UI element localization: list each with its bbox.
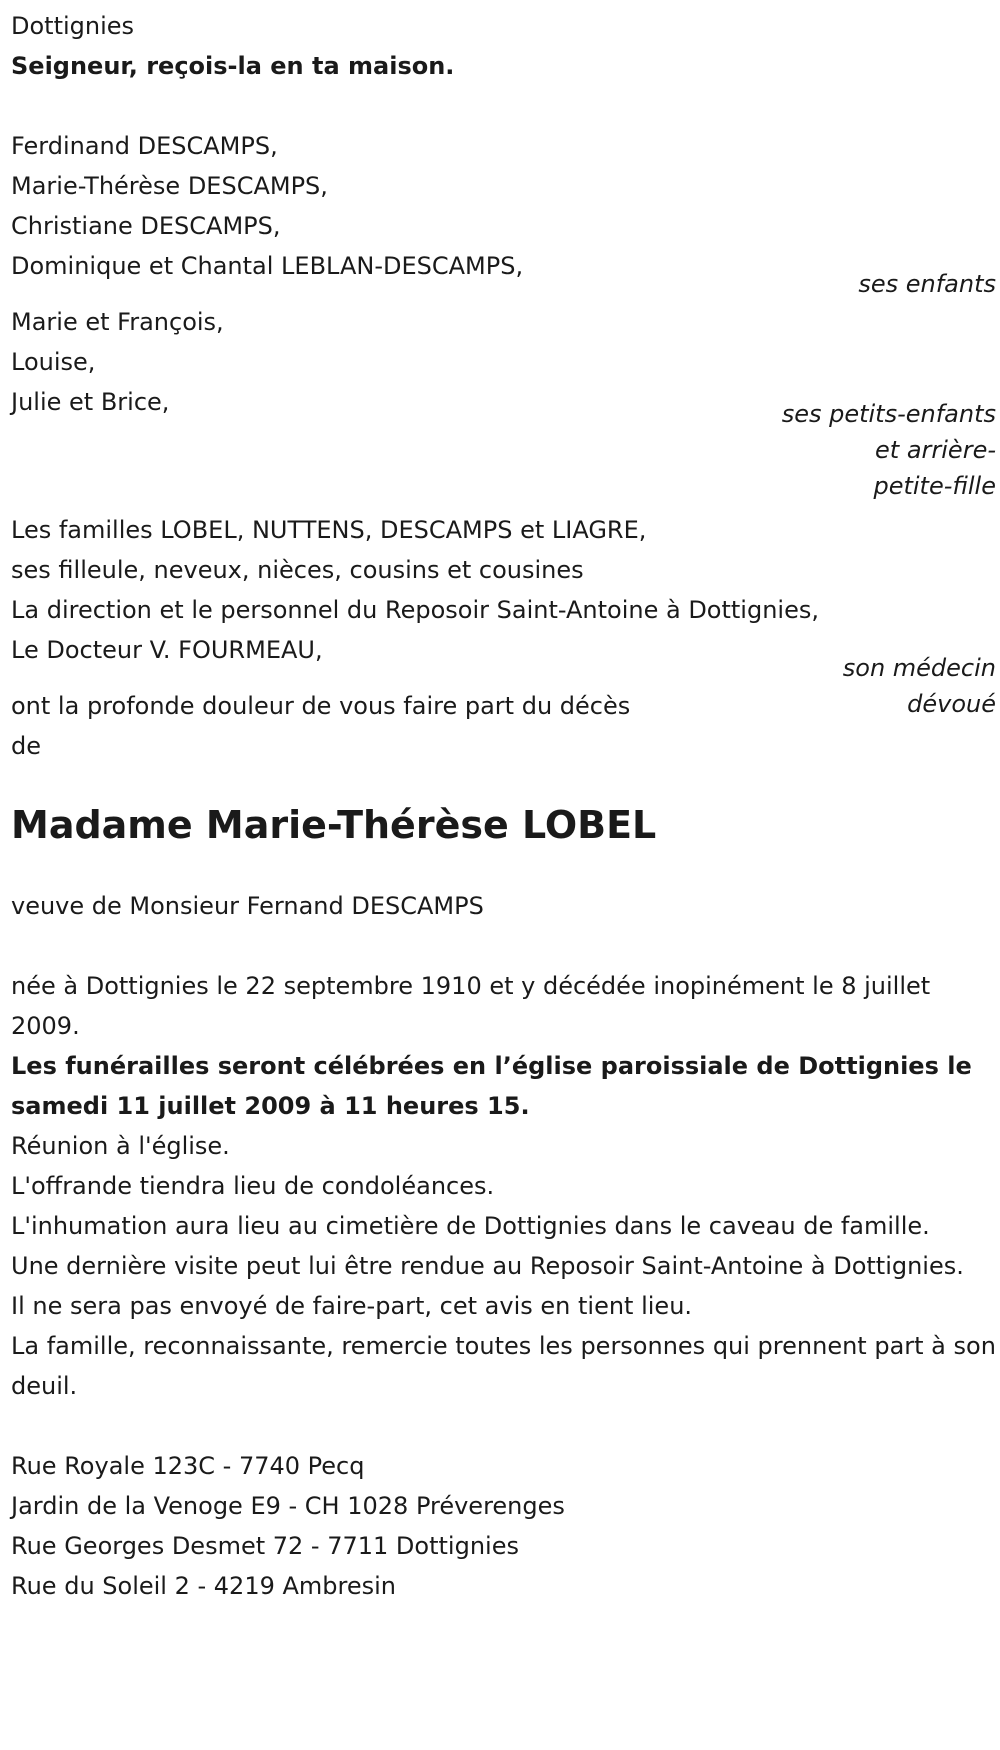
obituary-notice <box>11 6 996 1606</box>
family-line: La direction et le personnel du Reposoir Saint-Antoine à Dottignies, <box>11 596 819 624</box>
thanks-text: La famille, reconnaissante, remercie toutes les personnes qui prennent part à son deuil. <box>11 1332 996 1400</box>
header-city: Dottignies <box>11 12 135 40</box>
grandchild-name: Julie et Brice, <box>11 388 170 416</box>
addresses-section <box>11 1446 996 1606</box>
announcement-text: ont la profonde douleur de vous faire part du décès <box>11 692 631 720</box>
grandchildren-relation-line: ses petits-enfants <box>781 400 996 428</box>
visit-text: Une dernière visite peut lui être rendue au Reposoir Saint-Antoine à Dottignies. <box>11 1252 964 1280</box>
meeting-text: Réunion à l'église. <box>11 1132 230 1160</box>
grandchild-name: Louise, <box>11 348 96 376</box>
burial-text: L'inhumation aura lieu au cimetière de Dottignies dans le caveau de famille. <box>11 1212 930 1240</box>
header-prayer: Seigneur, reçois-la en ta maison. <box>11 52 455 80</box>
grandchildren-relation-line: petite-fille <box>873 472 996 500</box>
address-line: Rue du Soleil 2 - 4219 Ambresin <box>11 1572 397 1600</box>
address-line: Jardin de la Venoge E9 - CH 1028 Préverenges <box>11 1492 565 1520</box>
family-line: Les familles LOBEL, NUTTENS, DESCAMPS et LIAGRE, <box>11 516 647 544</box>
doctor-relation-line: son médecin <box>842 654 996 682</box>
deceased-name: Madame Marie-Thérèse LOBEL <box>11 803 657 847</box>
widow-of: veuve de Monsieur Fernand DESCAMPS <box>11 892 484 920</box>
grandchild-name: Marie et François, <box>11 308 224 336</box>
grandchildren-section <box>11 302 996 500</box>
child-name: Christiane DESCAMPS, <box>11 212 281 240</box>
child-name: Dominique et Chantal LEBLAN-DESCAMPS, <box>11 252 524 280</box>
address-line: Rue Royale 123C - 7740 Pecq <box>11 1452 365 1480</box>
family-line: Le Docteur V. FOURMEAU, <box>11 636 323 664</box>
family-line: ses filleule, neveux, nièces, cousins et cousines <box>11 556 584 584</box>
doctor-relation-line: dévoué <box>907 690 996 718</box>
notice-text: Il ne sera pas envoyé de faire-part, cet avis en tient lieu. <box>11 1292 693 1320</box>
offering-text: L'offrande tiendra lieu de condoléances. <box>11 1172 495 1200</box>
funeral-text: Les funérailles seront célébrées en l’église paroissiale de Dottignies le samedi 11 juillet 2009 à 11 heures 15. <box>11 1052 972 1120</box>
child-name: Ferdinand DESCAMPS, <box>11 132 278 160</box>
children-section <box>11 126 996 298</box>
announcement-text: de <box>11 732 41 760</box>
grandchildren-relation-line: et arrière- <box>875 436 996 464</box>
address-line: Rue Georges Desmet 72 - 7711 Dottignies <box>11 1532 519 1560</box>
child-name: Marie-Thérèse DESCAMPS, <box>11 172 328 200</box>
children-relation: ses enfants <box>858 270 996 298</box>
birth-death-text: née à Dottignies le 22 septembre 1910 et y décédée inopinément le 8 juillet 2009. <box>11 972 931 1040</box>
